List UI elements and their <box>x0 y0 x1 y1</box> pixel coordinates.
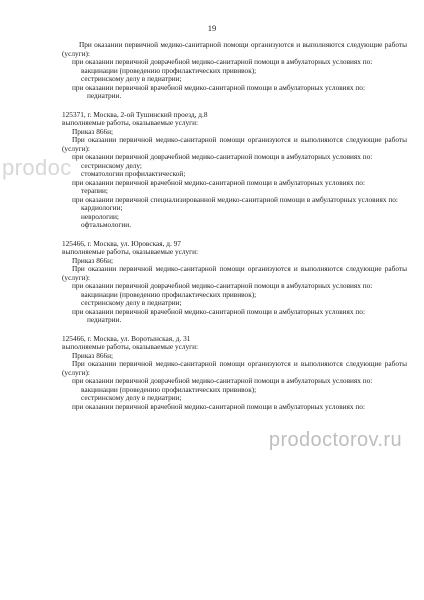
paragraph: выполняемые работы, оказываемые услуги: <box>62 118 199 127</box>
paragraph: При оказании первичной медико-санитарной помощи организуются и выполняются следующие работы (услуги): <box>62 359 407 377</box>
section-gap <box>62 230 407 240</box>
paragraph: при оказании первичной врачебной медико-санитарной помощи в амбулаторных условиях по: <box>72 177 365 187</box>
paragraph: при оказании первичной доврачебной медико-санитарной помощи в амбулаторных условиях по: <box>72 376 373 385</box>
paragraph: неврологии; <box>81 211 119 221</box>
paragraph: сестринскому делу; <box>81 160 142 170</box>
paragraph: при оказании первичной специализированной медико-санитарной помощи в амбулаторных условиях по: <box>72 194 398 204</box>
paragraph: при оказании первичной врачебной медико-санитарной помощи в амбулаторных условиях по: <box>72 306 365 316</box>
paragraph: при оказании первичной доврачебной медико-санитарной помощи в амбулаторных условиях по: <box>72 57 373 66</box>
paragraph: выполняемые работы, оказываемые услуги: <box>62 342 199 351</box>
paragraph: офтальмологии. <box>81 220 132 229</box>
paragraph: педиатрии. <box>87 315 122 324</box>
paragraph: сестринскому делу в педиатрии; <box>81 393 182 402</box>
paragraph: при оказании первичной доврачебной медико-санитарной помощи в амбулаторных условиях по: <box>72 152 373 161</box>
paragraph: 125371, г. Москва, 2-ой Тушинский проезд, д.8 <box>62 109 208 119</box>
paragraph: При оказании первичной медико-санитарной помощи организуются и выполняются следующие работы (услуги): <box>62 135 407 153</box>
paragraph: 125466, г. Москва, ул. Воротынская, д. 31 <box>62 333 191 343</box>
paragraph: вакцинации (проведению профилактических прививок); <box>81 384 257 394</box>
page-number: 19 <box>207 23 217 33</box>
paragraph: 125466, г. Москва, ул. Юровская, д. 97 <box>62 238 181 248</box>
paragraph: Приказ 866н; <box>72 255 114 265</box>
paragraph: педиатрии. <box>87 91 122 100</box>
paragraph: выполняемые работы, оказываемые услуги: <box>62 247 199 256</box>
paragraph: Приказ 866н; <box>72 126 114 136</box>
paragraph: сестринскому делу в педиатрии; <box>81 74 182 83</box>
paragraph: стоматологии профилактической; <box>81 169 186 178</box>
paragraph: кардиологии; <box>81 203 123 212</box>
paragraph: сестринскому делу в педиатрии; <box>81 298 182 307</box>
paragraph: при оказании первичной доврачебной медико-санитарной помощи в амбулаторных условиях по: <box>72 281 373 290</box>
paragraph: Приказ 866н; <box>72 350 114 360</box>
paragraph: при оказании первичной врачебной медико-санитарной помощи в амбулаторных условиях по: <box>72 82 365 92</box>
paragraph: терапии; <box>81 186 108 195</box>
paragraph: вакцинации (проведению профилактических прививок); <box>81 65 257 75</box>
document-body <box>62 41 407 411</box>
watermark-left: prodoc <box>2 155 72 180</box>
section-gap <box>62 101 407 111</box>
paragraph: вакцинации (проведению профилактических прививок); <box>81 289 257 299</box>
section-gap <box>62 325 407 335</box>
paragraph: при оказании первичной врачебной медико-санитарной помощи в амбулаторных условиях по: <box>72 401 365 411</box>
watermark-right: prodoctorov.ru <box>268 429 402 451</box>
paragraph: При оказании первичной медико-санитарной помощи организуются и выполняются следующие работы (услуги): <box>62 40 407 58</box>
paragraph: При оказании первичной медико-санитарной помощи организуются и выполняются следующие работы (услуги): <box>62 264 407 282</box>
